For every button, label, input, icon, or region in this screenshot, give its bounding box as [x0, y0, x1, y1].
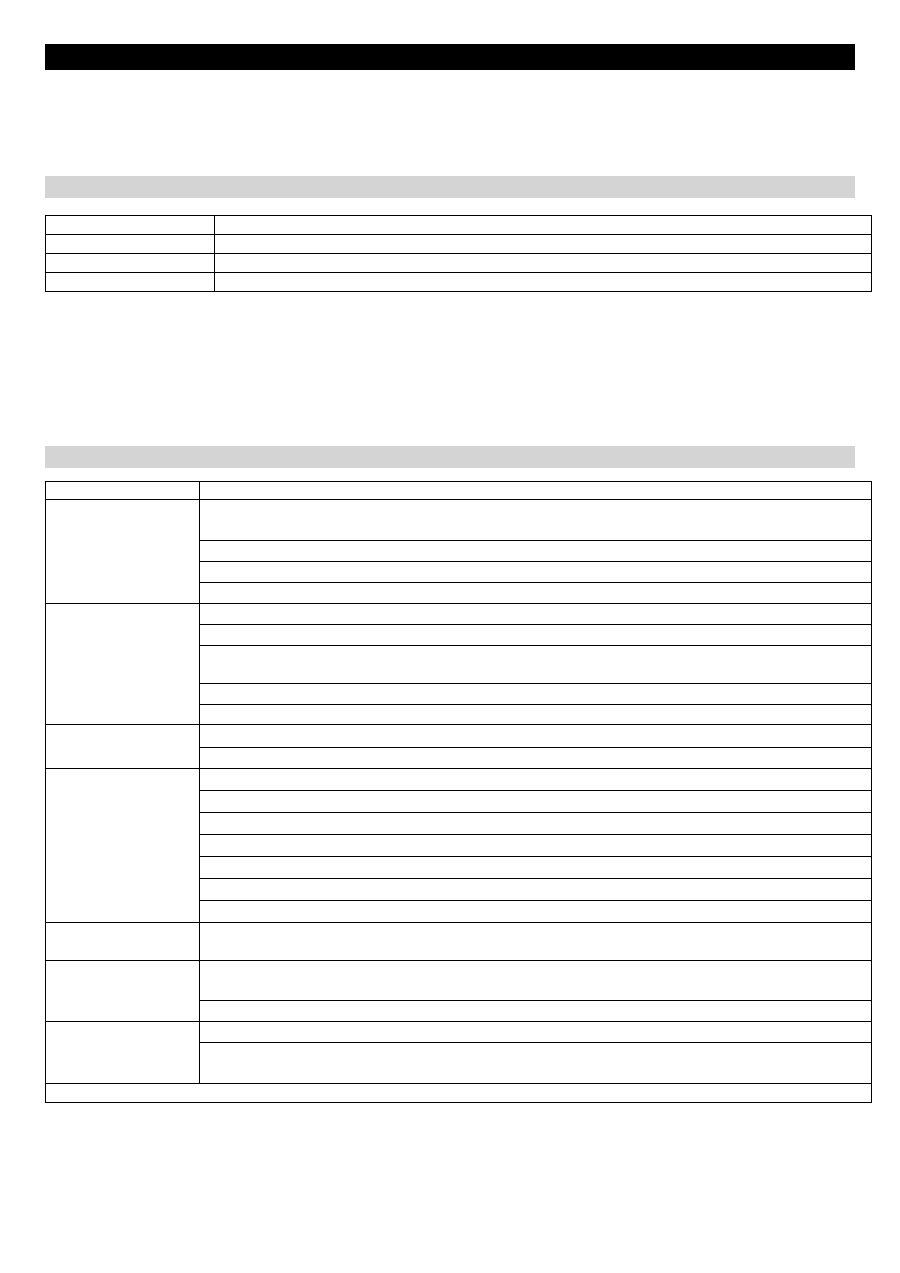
row-value — [200, 684, 872, 705]
group-label — [46, 500, 200, 604]
row-value — [200, 1001, 872, 1022]
table-row — [46, 254, 872, 273]
group-label — [46, 923, 200, 961]
table-row — [46, 604, 872, 625]
row-value — [200, 879, 872, 901]
group-label — [46, 769, 200, 923]
row-value — [200, 500, 872, 541]
row-value — [200, 961, 872, 1001]
row-label — [46, 254, 215, 273]
group-label — [46, 1022, 200, 1084]
table-row — [46, 769, 872, 791]
table-row — [46, 923, 872, 961]
row-value — [200, 813, 872, 835]
table-header-row — [46, 482, 872, 500]
row-value — [200, 1022, 872, 1043]
row-value — [200, 541, 872, 562]
row-value — [200, 835, 872, 857]
row-value — [215, 254, 872, 273]
row-value — [200, 923, 872, 961]
group-label — [46, 961, 200, 1022]
footer-note — [46, 1084, 872, 1103]
specification-table — [45, 215, 872, 292]
table-row — [46, 961, 872, 1001]
table-row — [46, 1022, 872, 1043]
row-value — [200, 646, 872, 684]
group-label — [46, 725, 200, 769]
document-title-bar — [45, 44, 855, 70]
details-table — [45, 481, 872, 1103]
table-row — [46, 216, 872, 235]
column-header-value — [200, 482, 872, 500]
row-label — [46, 235, 215, 254]
row-value — [200, 791, 872, 813]
table-row — [46, 273, 872, 292]
row-label — [46, 273, 215, 292]
row-value — [200, 725, 872, 748]
row-value — [200, 583, 872, 604]
row-value — [200, 604, 872, 625]
row-value — [200, 901, 872, 923]
row-value — [215, 273, 872, 292]
row-value — [215, 216, 872, 235]
table-row — [46, 500, 872, 541]
section-header-band-2 — [45, 446, 855, 468]
row-value — [200, 705, 872, 725]
row-value — [200, 769, 872, 791]
table-row — [46, 725, 872, 748]
row-value — [200, 625, 872, 646]
row-value — [200, 748, 872, 769]
column-header-label — [46, 482, 200, 500]
section-header-band-1 — [45, 176, 855, 198]
row-value — [200, 1043, 872, 1084]
table-footer-row — [46, 1084, 872, 1103]
row-value — [200, 857, 872, 879]
table-row — [46, 235, 872, 254]
row-value — [200, 562, 872, 583]
row-value — [215, 235, 872, 254]
row-label — [46, 216, 215, 235]
group-label — [46, 604, 200, 725]
